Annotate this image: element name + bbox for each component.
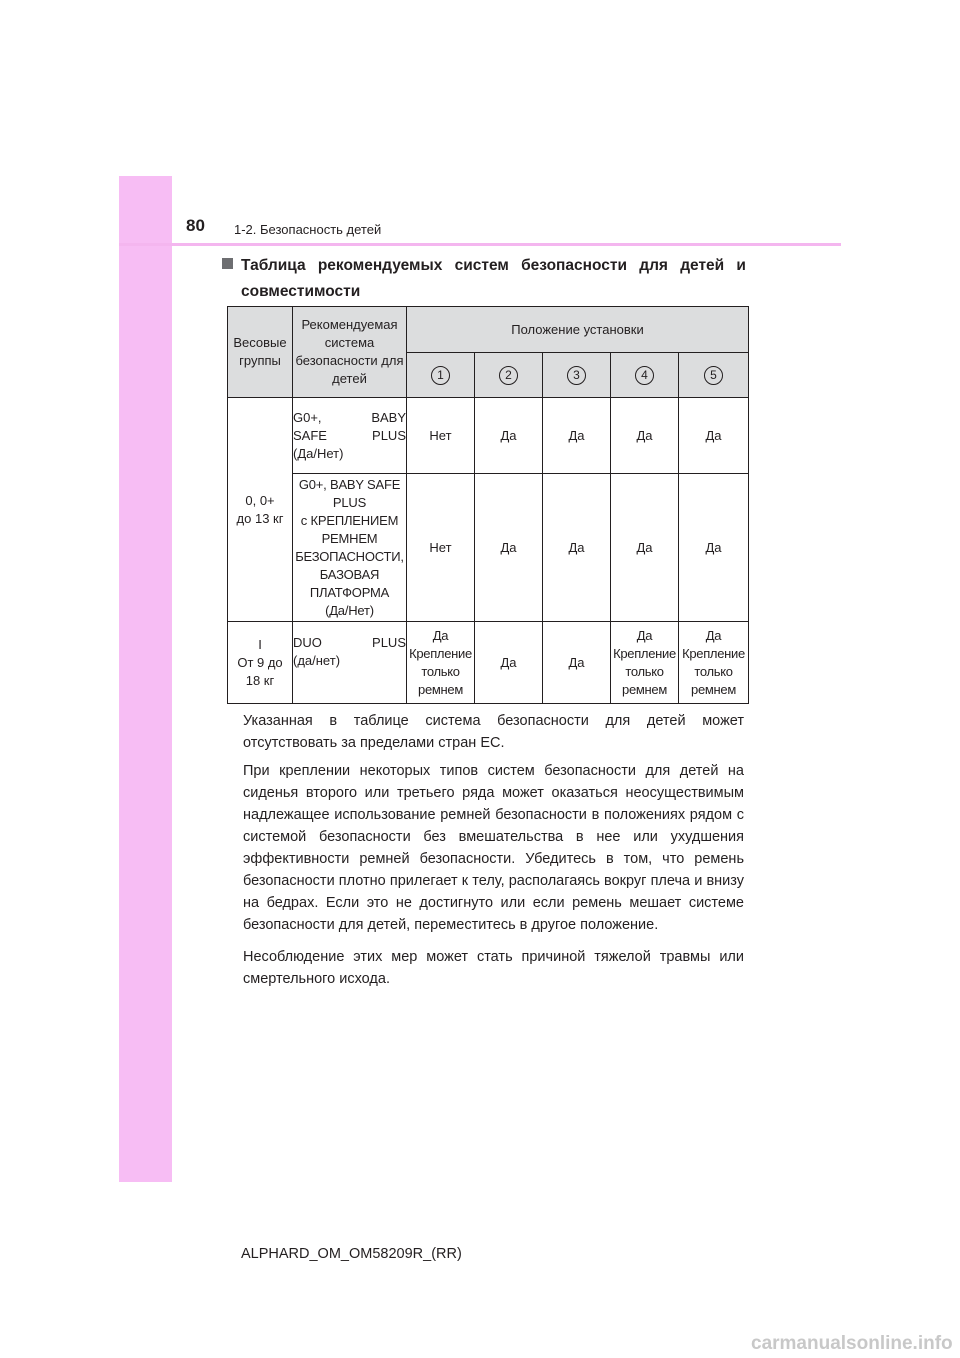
- value-cell: Да: [611, 474, 679, 622]
- system-line: РЕМНЕМ: [321, 530, 378, 546]
- system-line: (да/нет): [293, 653, 341, 668]
- system-cell: [293, 474, 407, 622]
- table-heading: [222, 253, 746, 305]
- value-cell: Да: [475, 398, 543, 474]
- heading-line-1: [222, 253, 746, 279]
- value-line: ремнем: [691, 681, 736, 697]
- weight-group-line: до 13 кг: [236, 510, 284, 526]
- system-cell: [293, 398, 407, 474]
- value-cell: Да: [543, 474, 611, 622]
- value-cell: [679, 622, 749, 704]
- system-line: G0+, BABY SAFE: [298, 476, 401, 492]
- value-line: только: [421, 663, 460, 679]
- position-3-header: [543, 353, 611, 398]
- weight-group-line: 18 кг: [245, 672, 275, 688]
- value-line: Да: [432, 627, 449, 643]
- circled-number-2: 2: [499, 366, 518, 385]
- value-line: Крепление: [682, 645, 745, 661]
- heading-word: и: [736, 257, 746, 274]
- system-line: PLUS: [332, 494, 367, 510]
- table-row: [228, 398, 749, 474]
- value-cell: [611, 622, 679, 704]
- system-line: DUO PLUS: [293, 635, 406, 650]
- header-rule: [119, 243, 841, 246]
- weight-groups-header: Весовые группы: [228, 307, 293, 398]
- position-2-header: [475, 353, 543, 398]
- value-cell: Да: [679, 398, 749, 474]
- value-line: Крепление: [409, 645, 472, 661]
- section-title: 1-2. Безопасность детей: [234, 222, 382, 237]
- page-number: 80: [186, 216, 205, 235]
- heading-word: детей: [680, 257, 725, 274]
- note-paragraph-1: Указанная в таблице система безопасности для детей может отсутствовать за пределами стран ЕС.: [243, 713, 744, 751]
- value-cell: Да: [679, 474, 749, 622]
- value-cell: Да: [611, 398, 679, 474]
- note-paragraph-2: При креплении некоторых типов систем безопасности для детей на сиденья второго или третьего ряда может оказаться неосуществимым надлежащее использование ремней безопасности в положениях рядом с системой безопасности без вмешательства в нее или ухудшения эффективности ремней безопасности. Убедитесь в том, что ремень безопасности плотно прилегает к телу, располагаясь вокруг плеча и внизу на бедрах. Если это не достигнуто или если ремень мешает системе безопасности для детей, переместитесь в другое положение.: [243, 763, 744, 933]
- compatibility-table: [227, 306, 749, 704]
- square-bullet-icon: [222, 258, 233, 269]
- value-line: Крепление: [613, 645, 676, 661]
- position-4-header: [611, 353, 679, 398]
- document-code: ALPHARD_OM_OM58209R_(RR): [241, 1246, 462, 1262]
- value-cell: Да: [475, 622, 543, 704]
- weight-group-cell: [228, 622, 293, 704]
- position-1-header: [407, 353, 475, 398]
- weight-group-line: От 9 до: [237, 654, 283, 670]
- system-line: (Да/Нет): [293, 445, 344, 461]
- position-header: Положение установки: [407, 307, 749, 353]
- heading-word: систем: [454, 257, 509, 274]
- heading-word: для: [639, 257, 668, 274]
- value-cell: Нет: [407, 474, 475, 622]
- value-line: только: [625, 663, 664, 679]
- value-cell: Нет: [407, 398, 475, 474]
- value-cell: [407, 622, 475, 704]
- weight-group-cell: [228, 398, 293, 622]
- note-paragraph-3: Несоблюдение этих мер может стать причиной тяжелой травмы или смертельного исхода.: [243, 949, 744, 987]
- circled-number-4: 4: [635, 366, 654, 385]
- heading-line-2: совместимости: [241, 283, 361, 300]
- value-cell: Да: [475, 474, 543, 622]
- value-cell: Да: [543, 622, 611, 704]
- circled-number-3: 3: [567, 366, 586, 385]
- heading-first-word: Таблица: [222, 253, 306, 279]
- value-line: Да: [636, 627, 653, 643]
- table-row: [228, 622, 749, 704]
- value-line: ремнем: [418, 681, 463, 697]
- weight-group-line: 0, 0+: [245, 492, 275, 508]
- system-line: с КРЕПЛЕНИЕМ: [300, 512, 399, 528]
- system-line: (Да/Нет): [325, 602, 374, 618]
- weight-group-line: I: [258, 636, 262, 652]
- system-line: ПЛАТФОРМА: [309, 584, 390, 600]
- system-line: SAFE PLUS: [293, 427, 406, 443]
- table-row: [228, 474, 749, 622]
- value-cell: Да: [543, 398, 611, 474]
- heading-word: безопасности: [521, 257, 628, 274]
- system-line: G0+, BABY: [293, 409, 406, 425]
- system-cell: [293, 622, 407, 704]
- heading-word: рекомендуемых: [317, 257, 443, 274]
- recommended-system-header: Рекомендуемая система безопасности для детей: [293, 307, 407, 398]
- system-line: БЕЗОПАСНОСТИ,: [295, 548, 404, 564]
- circled-number-5: 5: [704, 366, 723, 385]
- value-line: Да: [705, 627, 722, 643]
- value-line: только: [694, 663, 733, 679]
- system-line: БАЗОВАЯ: [319, 566, 380, 582]
- position-5-header: [679, 353, 749, 398]
- watermark: carmanualsonline.info: [751, 1333, 953, 1354]
- value-line: ремнем: [622, 681, 667, 697]
- side-tab-bar: [119, 176, 172, 1182]
- circled-number-1: 1: [431, 366, 450, 385]
